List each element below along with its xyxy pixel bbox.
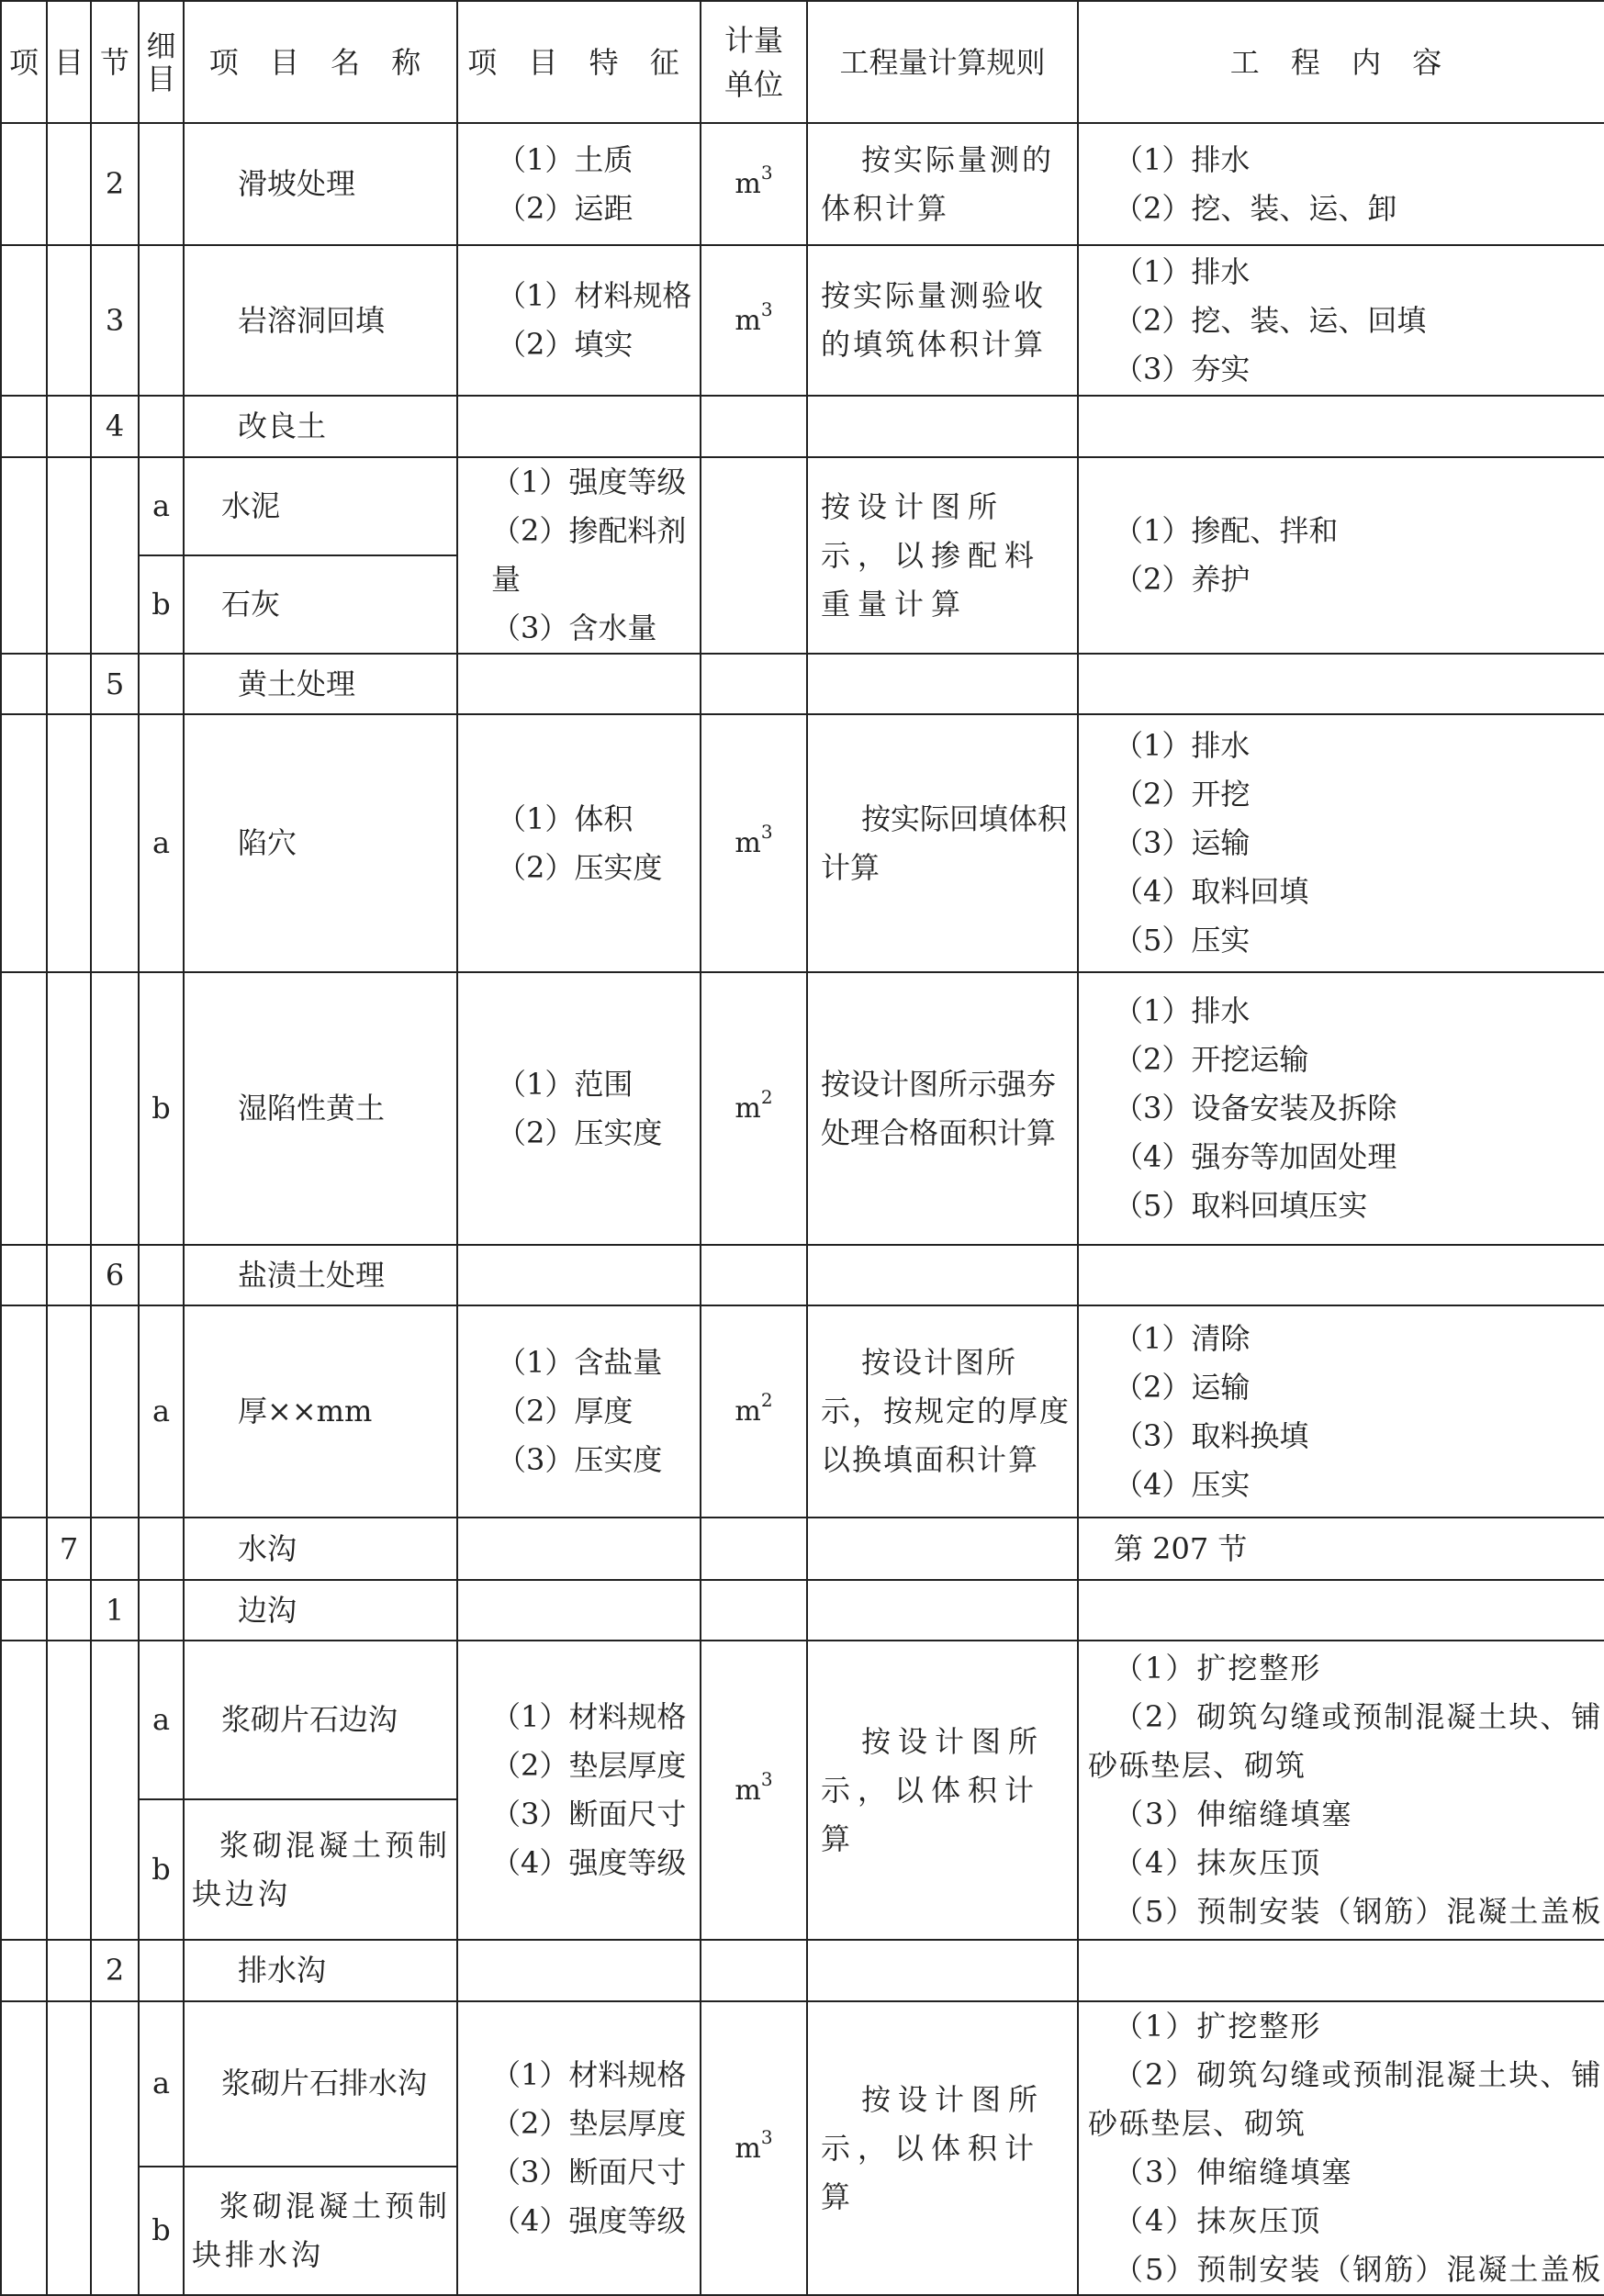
table-row — [1, 1305, 1604, 1518]
item-name: 岩溶洞回填 — [184, 245, 457, 396]
header-jie: 节 — [91, 1, 139, 123]
unit-cell: $m^3$ — [701, 714, 807, 972]
jie-cell: 5 — [91, 654, 139, 714]
ximu-cell: b — [139, 555, 184, 654]
item-feature: （1）土质 （2）运距 — [457, 123, 701, 245]
content-cell: （1）排水 （2）开挖 （3）运输 （4）取料回填 （5）压实 — [1078, 714, 1604, 972]
table-row — [1, 457, 1604, 555]
rule-cell: 按实际量测验收的填筑体积计算 — [807, 245, 1078, 396]
table-row — [1, 654, 1604, 714]
rule-cell: 按设计图所示强夯处理合格面积计算 — [807, 972, 1078, 1245]
jie-cell: 2 — [91, 123, 139, 245]
item-name: 排水沟 — [184, 1940, 457, 2001]
item-feature: （1）范围 （2）压实度 — [457, 972, 701, 1245]
table-row — [1, 1940, 1604, 2001]
item-name: 浆砌片石边沟 — [184, 1641, 457, 1799]
table-row — [1, 245, 1604, 396]
header-ximu: 细目 — [139, 1, 184, 123]
rule-cell: 按实际量测的体积计算 — [807, 123, 1078, 245]
jie-cell: 1 — [91, 1580, 139, 1641]
header-xiang: 项 — [1, 1, 47, 123]
item-feature: （1）材料规格 （2）填实 — [457, 245, 701, 396]
header-unit: 计量单位 — [701, 1, 807, 123]
ximu-cell: a — [139, 1305, 184, 1518]
item-name: 陷穴 — [184, 714, 457, 972]
content-cell: （1）排水 （2）开挖运输 （3）设备安装及拆除 （4）强夯等加固处理 （5）取料回填压实 — [1078, 972, 1604, 1245]
item-feature: （1）材料规格 （2）垫层厚度 （3）断面尺寸 （4）强度等级 — [457, 2001, 701, 2295]
unit-cell: $m^3$ — [701, 123, 807, 245]
ximu-cell: b — [139, 972, 184, 1245]
jie-cell: 4 — [91, 396, 139, 457]
table-row — [1, 714, 1604, 972]
item-name: 黄土处理 — [184, 654, 457, 714]
item-feature: （1）材料规格 （2）垫层厚度 （3）断面尺寸 （4）强度等级 — [457, 1641, 701, 1940]
content-cell: （1）排水 （2）挖、装、运、回填 （3）夯实 — [1078, 245, 1604, 396]
table-row — [1, 2001, 1604, 2167]
item-name: 石灰 — [184, 555, 457, 654]
item-name: 厚××mm — [184, 1305, 457, 1518]
ximu-cell: a — [139, 1641, 184, 1799]
ximu-cell: a — [139, 2001, 184, 2167]
content-cell: （1）掺配、拌和 （2）养护 — [1078, 457, 1604, 654]
table-row — [1, 1580, 1604, 1641]
item-name: 边沟 — [184, 1580, 457, 1641]
table-row — [1, 1245, 1604, 1305]
content-cell: （1）清除 （2）运输 （3）取料换填 （4）压实 — [1078, 1305, 1604, 1518]
item-name: 浆砌混凝土预制块排水沟 — [184, 2167, 457, 2295]
content-cell: （1）扩挖整形 （2）砌筑勾缝或预制混凝土块、铺砂砾垫层、砌筑 （3）伸缩缝填塞 （4）抹灰压顶 （5）预制安装（钢筋）混凝土盖板 — [1078, 2001, 1604, 2295]
item-name: 浆砌混凝土预制块边沟 — [184, 1799, 457, 1940]
table-row — [1, 972, 1604, 1245]
mu-cell: 7 — [47, 1518, 91, 1580]
item-name: 滑坡处理 — [184, 123, 457, 245]
item-name: 改良土 — [184, 396, 457, 457]
rule-cell: 按设计图所示，以体积计算 — [807, 2001, 1078, 2295]
content-cell: （1）扩挖整形 （2）砌筑勾缝或预制混凝土块、铺砂砾垫层、砌筑 （3）伸缩缝填塞 （4）抹灰压顶 （5）预制安装（钢筋）混凝土盖板 — [1078, 1641, 1604, 1940]
item-feature: （1）体积 （2）压实度 — [457, 714, 701, 972]
content-cell: （1）排水 （2）挖、装、运、卸 — [1078, 123, 1604, 245]
item-feature: （1）含盐量 （2）厚度 （3）压实度 — [457, 1305, 701, 1518]
ximu-cell: a — [139, 457, 184, 555]
table-row — [1, 396, 1604, 457]
jie-cell: 3 — [91, 245, 139, 396]
unit-cell — [701, 457, 807, 654]
header-rule: 工程量计算规则 — [807, 1, 1078, 123]
ximu-cell: b — [139, 1799, 184, 1940]
unit-cell: $m^3$ — [701, 2001, 807, 2295]
header-feature: 项 目 特 征 — [457, 1, 701, 123]
header-mu: 目 — [47, 1, 91, 123]
ximu-cell: a — [139, 714, 184, 972]
item-feature: （1）强度等级 （2）掺配料剂量 （3）含水量 — [457, 457, 701, 654]
jie-cell: 6 — [91, 1245, 139, 1305]
rule-cell: 按设计图所示，以掺配料重量计算 — [807, 457, 1078, 654]
jie-cell: 2 — [91, 1940, 139, 2001]
unit-cell: $m^2$ — [701, 972, 807, 1245]
rule-cell: 按实际回填体积计算 — [807, 714, 1078, 972]
table-row — [1, 1518, 1604, 1580]
rule-cell: 按设计图所示，按规定的厚度以换填面积计算 — [807, 1305, 1078, 1518]
content-cell: 第 207 节 — [1078, 1518, 1604, 1580]
table-row — [1, 1641, 1604, 1799]
table-row — [1, 123, 1604, 245]
item-name: 水泥 — [184, 457, 457, 555]
ximu-cell: b — [139, 2167, 184, 2295]
rule-cell: 按设计图所示，以体积计算 — [807, 1641, 1078, 1940]
item-name: 浆砌片石排水沟 — [184, 2001, 457, 2167]
item-name: 水沟 — [184, 1518, 457, 1580]
header-row — [1, 1, 1604, 123]
unit-cell: $m^3$ — [701, 245, 807, 396]
unit-cell: $m^3$ — [701, 1641, 807, 1940]
unit-cell: $m^2$ — [701, 1305, 807, 1518]
header-name: 项 目 名 称 — [184, 1, 457, 123]
item-name: 盐渍土处理 — [184, 1245, 457, 1305]
item-name: 湿陷性黄土 — [184, 972, 457, 1245]
header-content: 工 程 内 容 — [1078, 1, 1604, 123]
